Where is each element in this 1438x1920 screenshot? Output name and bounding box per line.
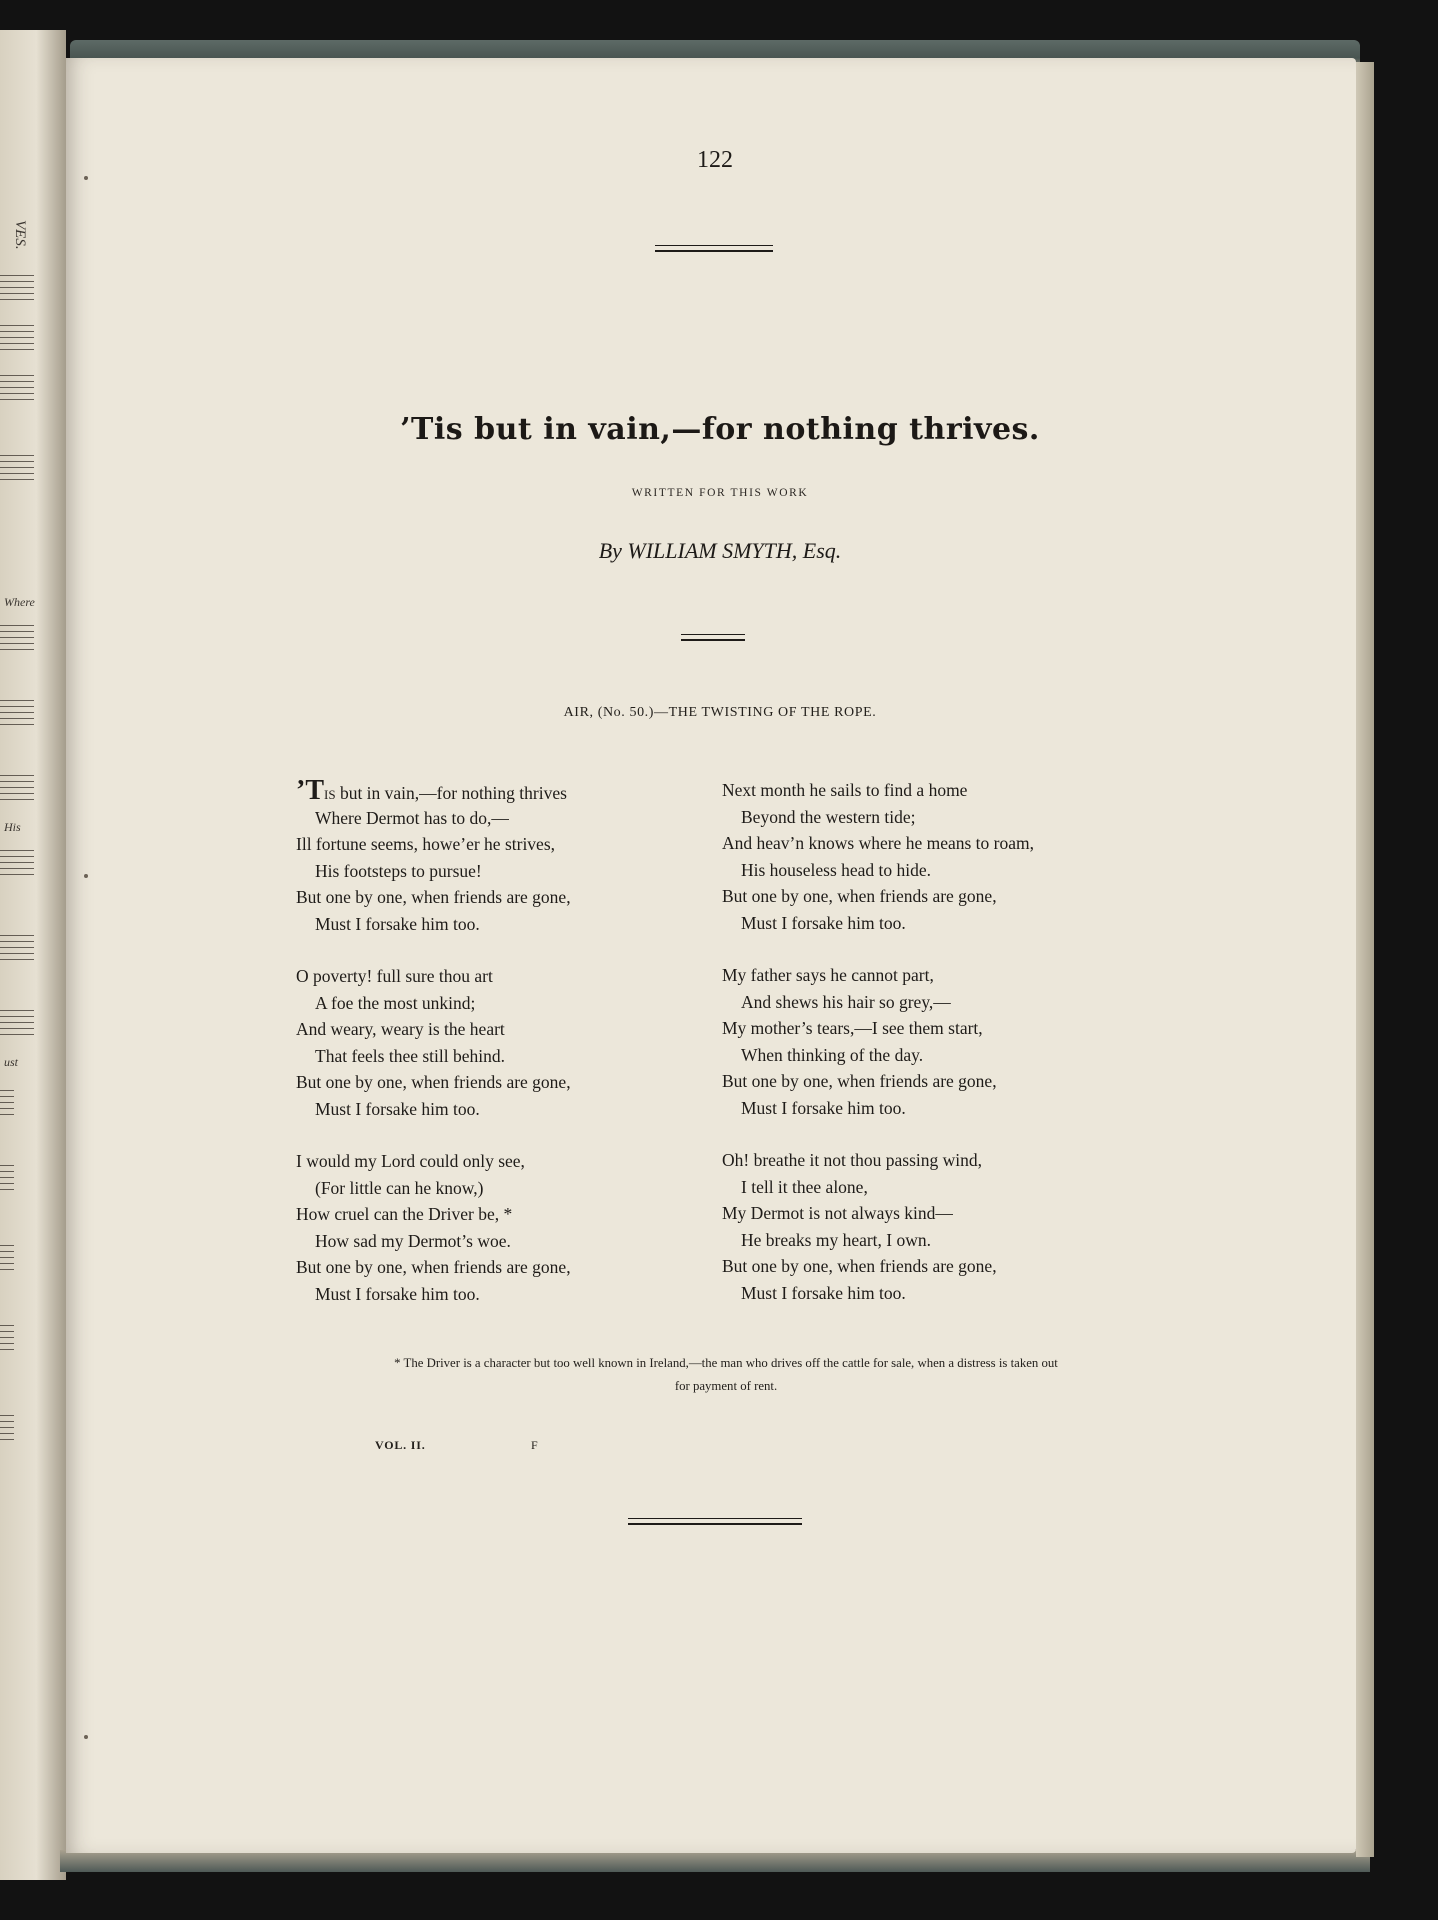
- verse-line: But one by one, when friends are gone,: [722, 1071, 997, 1091]
- verse-line-first: [296, 775, 696, 806]
- page-number: 122: [697, 147, 733, 173]
- header-rule: [655, 245, 773, 252]
- verse-line: Ill fortune seems, howe’er he strives,: [296, 834, 556, 854]
- verse-line: And shews his hair so grey,—: [741, 991, 951, 1012]
- music-staff-fragment: [0, 1410, 14, 1444]
- verse-line: Oh! breathe it not thou passing wind,: [722, 1150, 983, 1170]
- book-cover-bottom-edge: [60, 1850, 1370, 1872]
- verse-line: Must I forsake him too.: [315, 1098, 480, 1119]
- footnote: [286, 1352, 1166, 1398]
- music-staff-fragment: [0, 930, 34, 964]
- page-stack-edge: [1356, 62, 1374, 1857]
- volume-signature: VOL. II.: [375, 1438, 426, 1452]
- verse-line: Must I forsake him too.: [315, 1283, 480, 1304]
- left-facing-page: [0, 30, 66, 1880]
- show-through-text: [521, 378, 1081, 408]
- poem-title: ’Tis but in vain,—for nothing thrives.: [400, 412, 1040, 447]
- verse-line: How cruel can the Driver be, *: [296, 1204, 513, 1224]
- verse-line: O poverty! full sure thou art: [296, 966, 493, 986]
- gathering-signature: F: [531, 1438, 538, 1452]
- music-staff-fragment: [0, 1320, 14, 1354]
- music-staff-fragment: [0, 270, 34, 304]
- stanza: [722, 962, 1122, 1121]
- verse-line: His houseless head to hide.: [741, 859, 932, 880]
- verse-line: A foe the most unkind;: [315, 992, 476, 1013]
- music-staff-fragment: [0, 620, 34, 654]
- binding-hole: [84, 874, 88, 878]
- verse-line-rest: but in vain,—for nothing thrives: [335, 783, 567, 803]
- music-staff-fragment: [0, 1085, 14, 1119]
- stanza: [296, 963, 696, 1122]
- left-page-fragment: Where: [4, 595, 35, 609]
- drop-cap: ’T: [296, 775, 324, 806]
- music-staff-fragment: [0, 1160, 14, 1194]
- drop-cap-continuation: IS: [324, 787, 336, 802]
- poem-right-column: [722, 777, 1122, 1332]
- verse-line: His footsteps to pursue!: [315, 860, 482, 881]
- verse-line: Beyond the western tide;: [741, 806, 916, 827]
- music-staff-fragment: [0, 1240, 14, 1274]
- author-byline: By WILLIAM SMYTH, Esq.: [598, 538, 842, 563]
- footnote-line: * The Driver is a character but too well known in Ireland,—the man who drives off the cattle for sale, when a distress is taken out: [394, 1356, 1058, 1370]
- music-staff-fragment: [0, 450, 34, 484]
- verse-line: My mother’s tears,—I see them start,: [722, 1018, 983, 1038]
- verse-line: He breaks my heart, I own.: [741, 1229, 932, 1250]
- footnote-line: for payment of rent.: [674, 1379, 778, 1393]
- stanza: [722, 777, 1122, 936]
- stanza: [722, 1147, 1122, 1306]
- verse-line: Next month he sails to find a home: [722, 780, 968, 800]
- binding-hole: [84, 1735, 88, 1739]
- verse-line: Must I forsake him too.: [741, 912, 906, 933]
- verse-line: Where Dermot has to do,—: [315, 807, 509, 828]
- left-page-fragment: His: [4, 820, 21, 834]
- verse-line: And weary, weary is the heart: [296, 1019, 505, 1039]
- section-rule: [681, 634, 745, 641]
- verse-line: Must I forsake him too.: [741, 1282, 906, 1303]
- music-staff-fragment: [0, 845, 34, 879]
- verse-line: When thinking of the day.: [741, 1044, 924, 1065]
- music-staff-fragment: [0, 320, 34, 354]
- verse-line: That feels thee still behind.: [315, 1045, 506, 1066]
- left-page-fragment: ust: [4, 1055, 19, 1069]
- verse-line: Must I forsake him too.: [741, 1097, 906, 1118]
- verse-line: My Dermot is not always kind—: [722, 1203, 953, 1223]
- air-heading: AIR, (No. 50.)—THE TWISTING OF THE ROPE.: [563, 705, 877, 720]
- verse-line: But one by one, when friends are gone,: [296, 1257, 571, 1277]
- verse-line: But one by one, when friends are gone,: [296, 1072, 571, 1092]
- poem-subtitle: WRITTEN FOR THIS WORK: [631, 487, 809, 499]
- stanza: [296, 1148, 696, 1307]
- music-staff-fragment: [0, 1005, 34, 1039]
- footer-rule: [628, 1518, 802, 1525]
- verse-line: How sad my Dermot’s woe.: [315, 1230, 511, 1251]
- stanza: [296, 775, 696, 937]
- poem-left-column: [296, 775, 696, 1333]
- music-staff-fragment: [0, 370, 34, 404]
- verse-line: But one by one, when friends are gone,: [722, 886, 997, 906]
- verse-line: Must I forsake him too.: [315, 913, 480, 934]
- verse-line: And heav’n knows where he means to roam,: [722, 833, 1034, 853]
- binding-hole: [84, 176, 88, 180]
- verse-line: (For little can he know,): [315, 1177, 484, 1198]
- left-page-fragment: VES.: [12, 220, 28, 250]
- verse-line: My father says he cannot part,: [722, 965, 934, 985]
- verse-line: But one by one, when friends are gone,: [722, 1256, 997, 1276]
- page-122: [66, 58, 1356, 1853]
- verse-line: But one by one, when friends are gone,: [296, 887, 571, 907]
- music-staff-fragment: [0, 770, 34, 804]
- verse-line: I would my Lord could only see,: [296, 1151, 525, 1171]
- verse-line: I tell it thee alone,: [741, 1176, 868, 1197]
- music-staff-fragment: [0, 695, 34, 729]
